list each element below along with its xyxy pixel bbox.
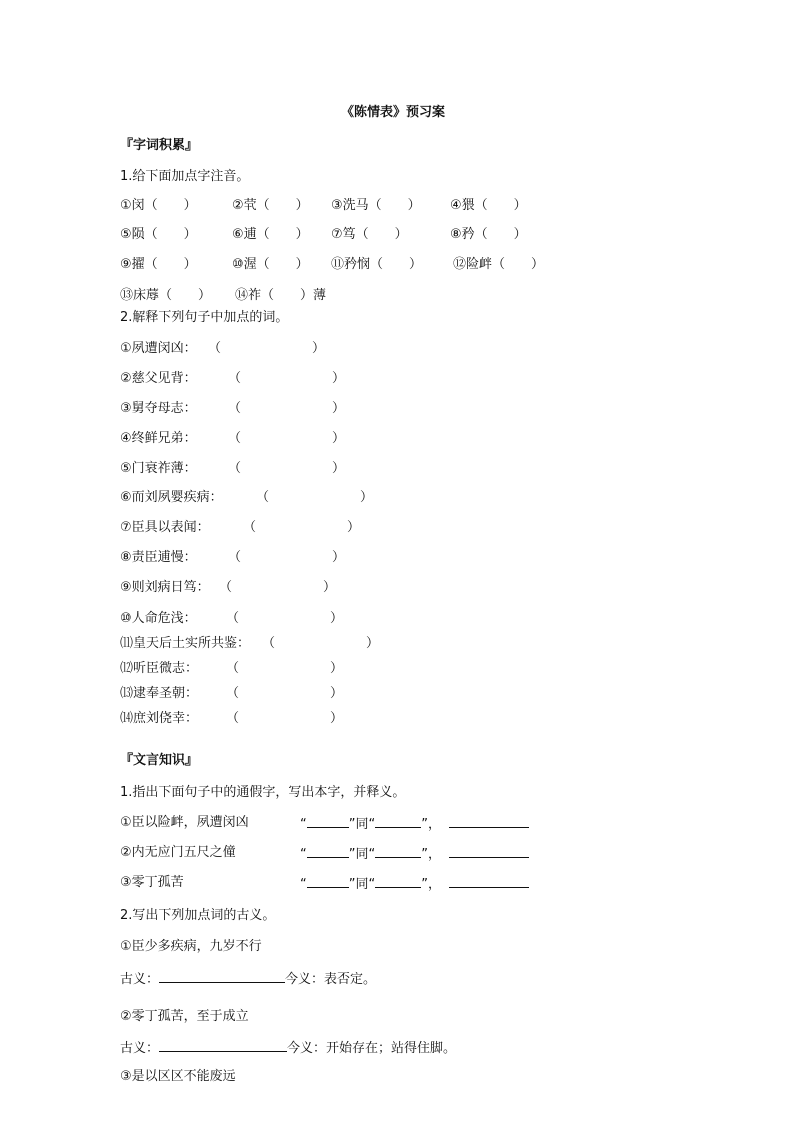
answer-blank[interactable] — [375, 816, 421, 828]
tongjia-answer: “ ”同“ ”， — [300, 876, 529, 891]
explain-paren: （ ） — [226, 711, 344, 726]
explain-paren: （ ） — [219, 580, 337, 595]
explain-paren: （ ） — [262, 636, 380, 651]
guyi-sentence: ②零丁孤苦，至于成立 — [120, 1009, 249, 1024]
pinyin-item: ⑥逋（ ） — [232, 227, 309, 242]
pinyin-item: ④猥（ ） — [450, 198, 527, 213]
explain-item: ⑩人命危浅： — [120, 611, 197, 626]
answer-blank[interactable] — [449, 846, 529, 858]
question-pinyin-title: 1.给下面加点字注音。 — [120, 169, 250, 184]
explain-paren: （ ） — [226, 661, 344, 676]
explain-item: ⒀逮奉圣朝： — [120, 686, 199, 701]
answer-blank[interactable] — [375, 846, 421, 858]
pinyin-item: ①闵（ ） — [120, 198, 197, 213]
explain-item: ⒁庶刘侥幸： — [120, 711, 199, 726]
pinyin-item: ⑬床蓐（ ） — [120, 288, 212, 303]
explain-item: ⑤门衰祚薄： — [120, 461, 197, 476]
explain-item: ④终鲜兄弟： — [120, 431, 197, 446]
answer-blank[interactable] — [449, 876, 529, 888]
explain-paren: （ ） — [208, 341, 326, 356]
explain-item: ②慈父见背： — [120, 371, 197, 386]
tongjia-row: ①臣以险衅，夙遭闵凶 — [120, 815, 249, 830]
explain-item: ⑦臣具以表闻： — [120, 520, 210, 535]
question-explain-title: 2.解释下列句子中加点的词。 — [120, 310, 289, 325]
answer-blank[interactable] — [307, 816, 349, 828]
tongjia-row: ②内无应门五尺之僮 — [120, 845, 236, 860]
guyi-sentence: ①臣少多疾病，九岁不行 — [120, 939, 262, 954]
answer-blank[interactable] — [159, 1040, 287, 1052]
explain-paren: （ ） — [228, 431, 346, 446]
question-tongjia-title: 1.指出下面句子中的通假字，写出本字，并释义。 — [120, 785, 406, 800]
section-header-vocabulary: 『字词积累』 — [120, 138, 199, 153]
page-title: 《陈情表》预习案 — [341, 105, 446, 120]
pinyin-item: ③洗马（ ） — [331, 198, 421, 213]
explain-paren: （ ） — [228, 550, 346, 565]
explain-paren: （ ） — [256, 490, 374, 505]
explain-item: ③舅夺母志： — [120, 401, 197, 416]
explain-item: ⑿听臣微志： — [120, 661, 199, 676]
explain-paren: （ ） — [228, 371, 346, 386]
pinyin-item: ⑦笃（ ） — [331, 227, 408, 242]
section-header-classical-knowledge: 『文言知识』 — [120, 753, 199, 768]
pinyin-item: ②茕（ ） — [232, 198, 309, 213]
tongjia-row: ③零丁孤苦 — [120, 875, 184, 890]
explain-paren: （ ） — [243, 520, 361, 535]
pinyin-item: ⑤陨（ ） — [120, 227, 197, 242]
question-guyi-title: 2.写出下列加点词的古义。 — [120, 908, 276, 923]
pinyin-item: ⑧矜（ ） — [450, 227, 527, 242]
explain-paren: （ ） — [228, 461, 346, 476]
pinyin-item: ⑪矜悯（ ） — [331, 257, 423, 272]
guyi-answer-row: 古义： 今义：表否定。 — [120, 972, 377, 987]
tongjia-answer: “ ”同“ ”， — [300, 846, 529, 861]
pinyin-item: ⑨擢（ ） — [120, 257, 197, 272]
explain-paren: （ ） — [226, 611, 344, 626]
answer-blank[interactable] — [307, 846, 349, 858]
guyi-sentence: ③是以区区不能废远 — [120, 1069, 236, 1084]
answer-blank[interactable] — [449, 816, 529, 828]
explain-paren: （ ） — [228, 401, 346, 416]
answer-blank[interactable] — [375, 876, 421, 888]
explain-item: ⑨则刘病日笃： — [120, 580, 210, 595]
pinyin-item: ⑭祚（ ）薄 — [235, 288, 327, 303]
explain-item: ⑧责臣逋慢： — [120, 550, 197, 565]
explain-item: ⑥而刘夙婴疾病： — [120, 490, 223, 505]
explain-item: ⑾皇天后土实所共鉴： — [120, 636, 251, 651]
pinyin-item: ⑫险衅（ ） — [453, 257, 545, 272]
pinyin-item: ⑩渥（ ） — [232, 257, 309, 272]
answer-blank[interactable] — [307, 876, 349, 888]
explain-item: ①夙遭闵凶： — [120, 341, 197, 356]
explain-paren: （ ） — [226, 686, 344, 701]
guyi-answer-row: 古义： 今义：开始存在；站得住脚。 — [120, 1041, 457, 1056]
answer-blank[interactable] — [159, 971, 285, 983]
tongjia-answer: “ ”同“ ”， — [300, 816, 529, 831]
